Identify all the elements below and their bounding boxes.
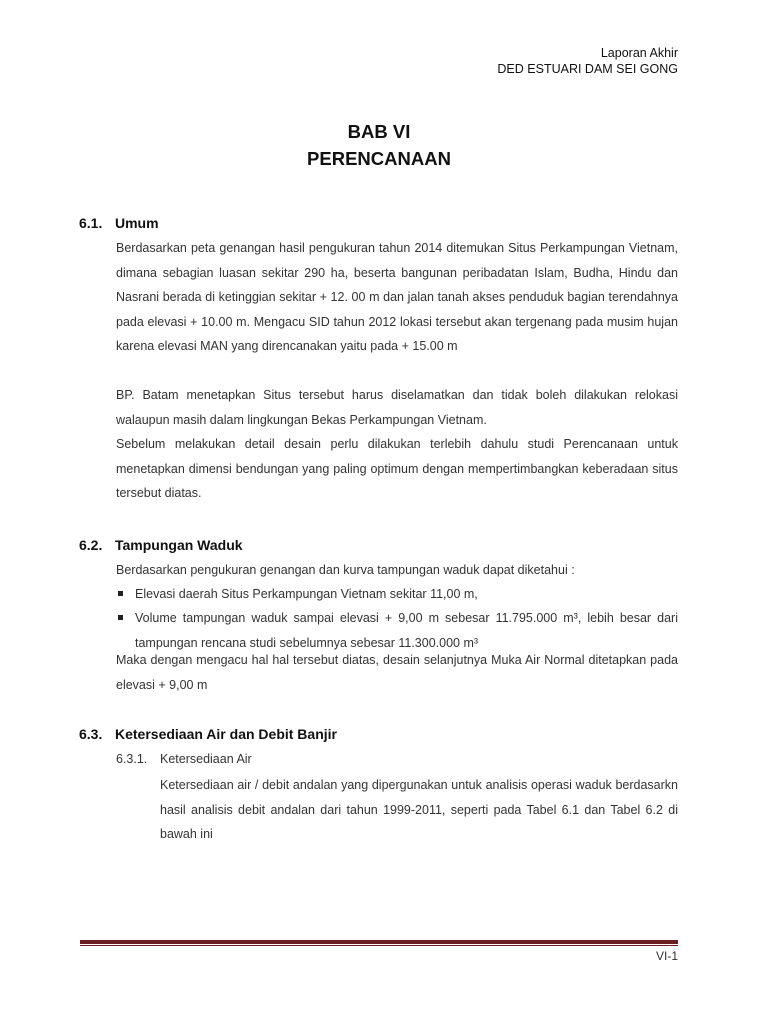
- paragraph-debit-andalan: Ketersediaan air / debit andalan yang dipergunakan untuk analisis operasi waduk berdasarkn hasil analisis debit andalan dari tahun 1999-2011, seperti pada Tabel 6.1 dan Tabel 6.2 di bawah ini: [160, 778, 678, 841]
- section-number: 6.3.: [79, 726, 103, 742]
- section-heading-tampungan-waduk: [79, 537, 243, 553]
- section-number: 6.2.: [79, 537, 103, 553]
- bullet-list: [116, 582, 678, 656]
- footer-rule-thick: [80, 940, 678, 944]
- paragraph-pengukuran-intro: Berdasarkan pengukuran genangan dan kurva tampungan waduk dapat diketahui :: [116, 563, 575, 577]
- section-heading-umum: [79, 215, 159, 231]
- bullet-square-icon: [118, 615, 123, 620]
- section-number: 6.1.: [79, 215, 103, 231]
- paragraph-muka-air-normal: Maka dengan mengacu hal hal tersebut diatas, desain selanjutnya Muka Air Normal ditetapkan pada elevasi + 9,00 m: [116, 653, 678, 692]
- bullet-text: Elevasi daerah Situs Perkampungan Vietnam sekitar 11,00 m,: [135, 587, 478, 601]
- page-number: VI-1: [655, 949, 678, 963]
- footer-rule-thin: [80, 945, 678, 946]
- subsection-heading-ketersediaan-air: [116, 752, 252, 766]
- section-heading-ketersediaan-air: [79, 726, 337, 742]
- bullet-square-icon: [118, 591, 123, 596]
- subsection-title: Ketersediaan Air: [160, 752, 252, 766]
- chapter-label: BAB VI: [347, 121, 411, 142]
- section-title: Ketersediaan Air dan Debit Banjir: [115, 726, 337, 742]
- running-header: [497, 45, 678, 77]
- chapter-title: PERENCANAAN: [307, 148, 451, 169]
- section-title: Umum: [115, 215, 159, 231]
- header-project-name: DED ESTUARI DAM SEI GONG: [497, 62, 678, 76]
- paragraph-situs-location: Berdasarkan peta genangan hasil pengukuran tahun 2014 ditemukan Situs Perkampungan Vietnam, dimana sebagian luasan sekitar 290 ha, beserta bangunan peribadatan Islam, Budha, Hindu dan Nasrani berada di ketinggian sekitar + 12. 00 m dan jalan tanah akses penduduk bagian terendahnya pada elevasi + 10.00 m. Mengacu SID tahun 2012 lokasi tersebut akan tergenang pada musim hujan karena elevasi MAN yang direncanakan yaitu pada + 15.00 m: [116, 241, 678, 353]
- bullet-text: Volume tampungan waduk sampai elevasi + 9,00 m sebesar 11.795.000 m³, lebih besar dari tampungan rencana studi sebelumnya sebesar 11.300.000 m³: [135, 611, 678, 650]
- list-item: [116, 582, 678, 606]
- paragraph-perencanaan-study: Sebelum melakukan detail desain perlu dilakukan terlebih dahulu studi Perencanaan untuk menetapkan dimensi bendungan yang paling optimum dengan mempertimbangkan keberadaan situs tersebut diatas.: [116, 437, 678, 500]
- subsection-number: 6.3.1.: [116, 752, 148, 766]
- paragraph-bp-batam: BP. Batam menetapkan Situs tersebut harus diselamatkan dan tidak boleh dilakukan relokasi walaupun masih dalam lingkungan Bekas Perkampungan Vietnam.: [116, 388, 678, 427]
- section-title: Tampungan Waduk: [115, 537, 243, 553]
- header-report-type: Laporan Akhir: [600, 46, 678, 60]
